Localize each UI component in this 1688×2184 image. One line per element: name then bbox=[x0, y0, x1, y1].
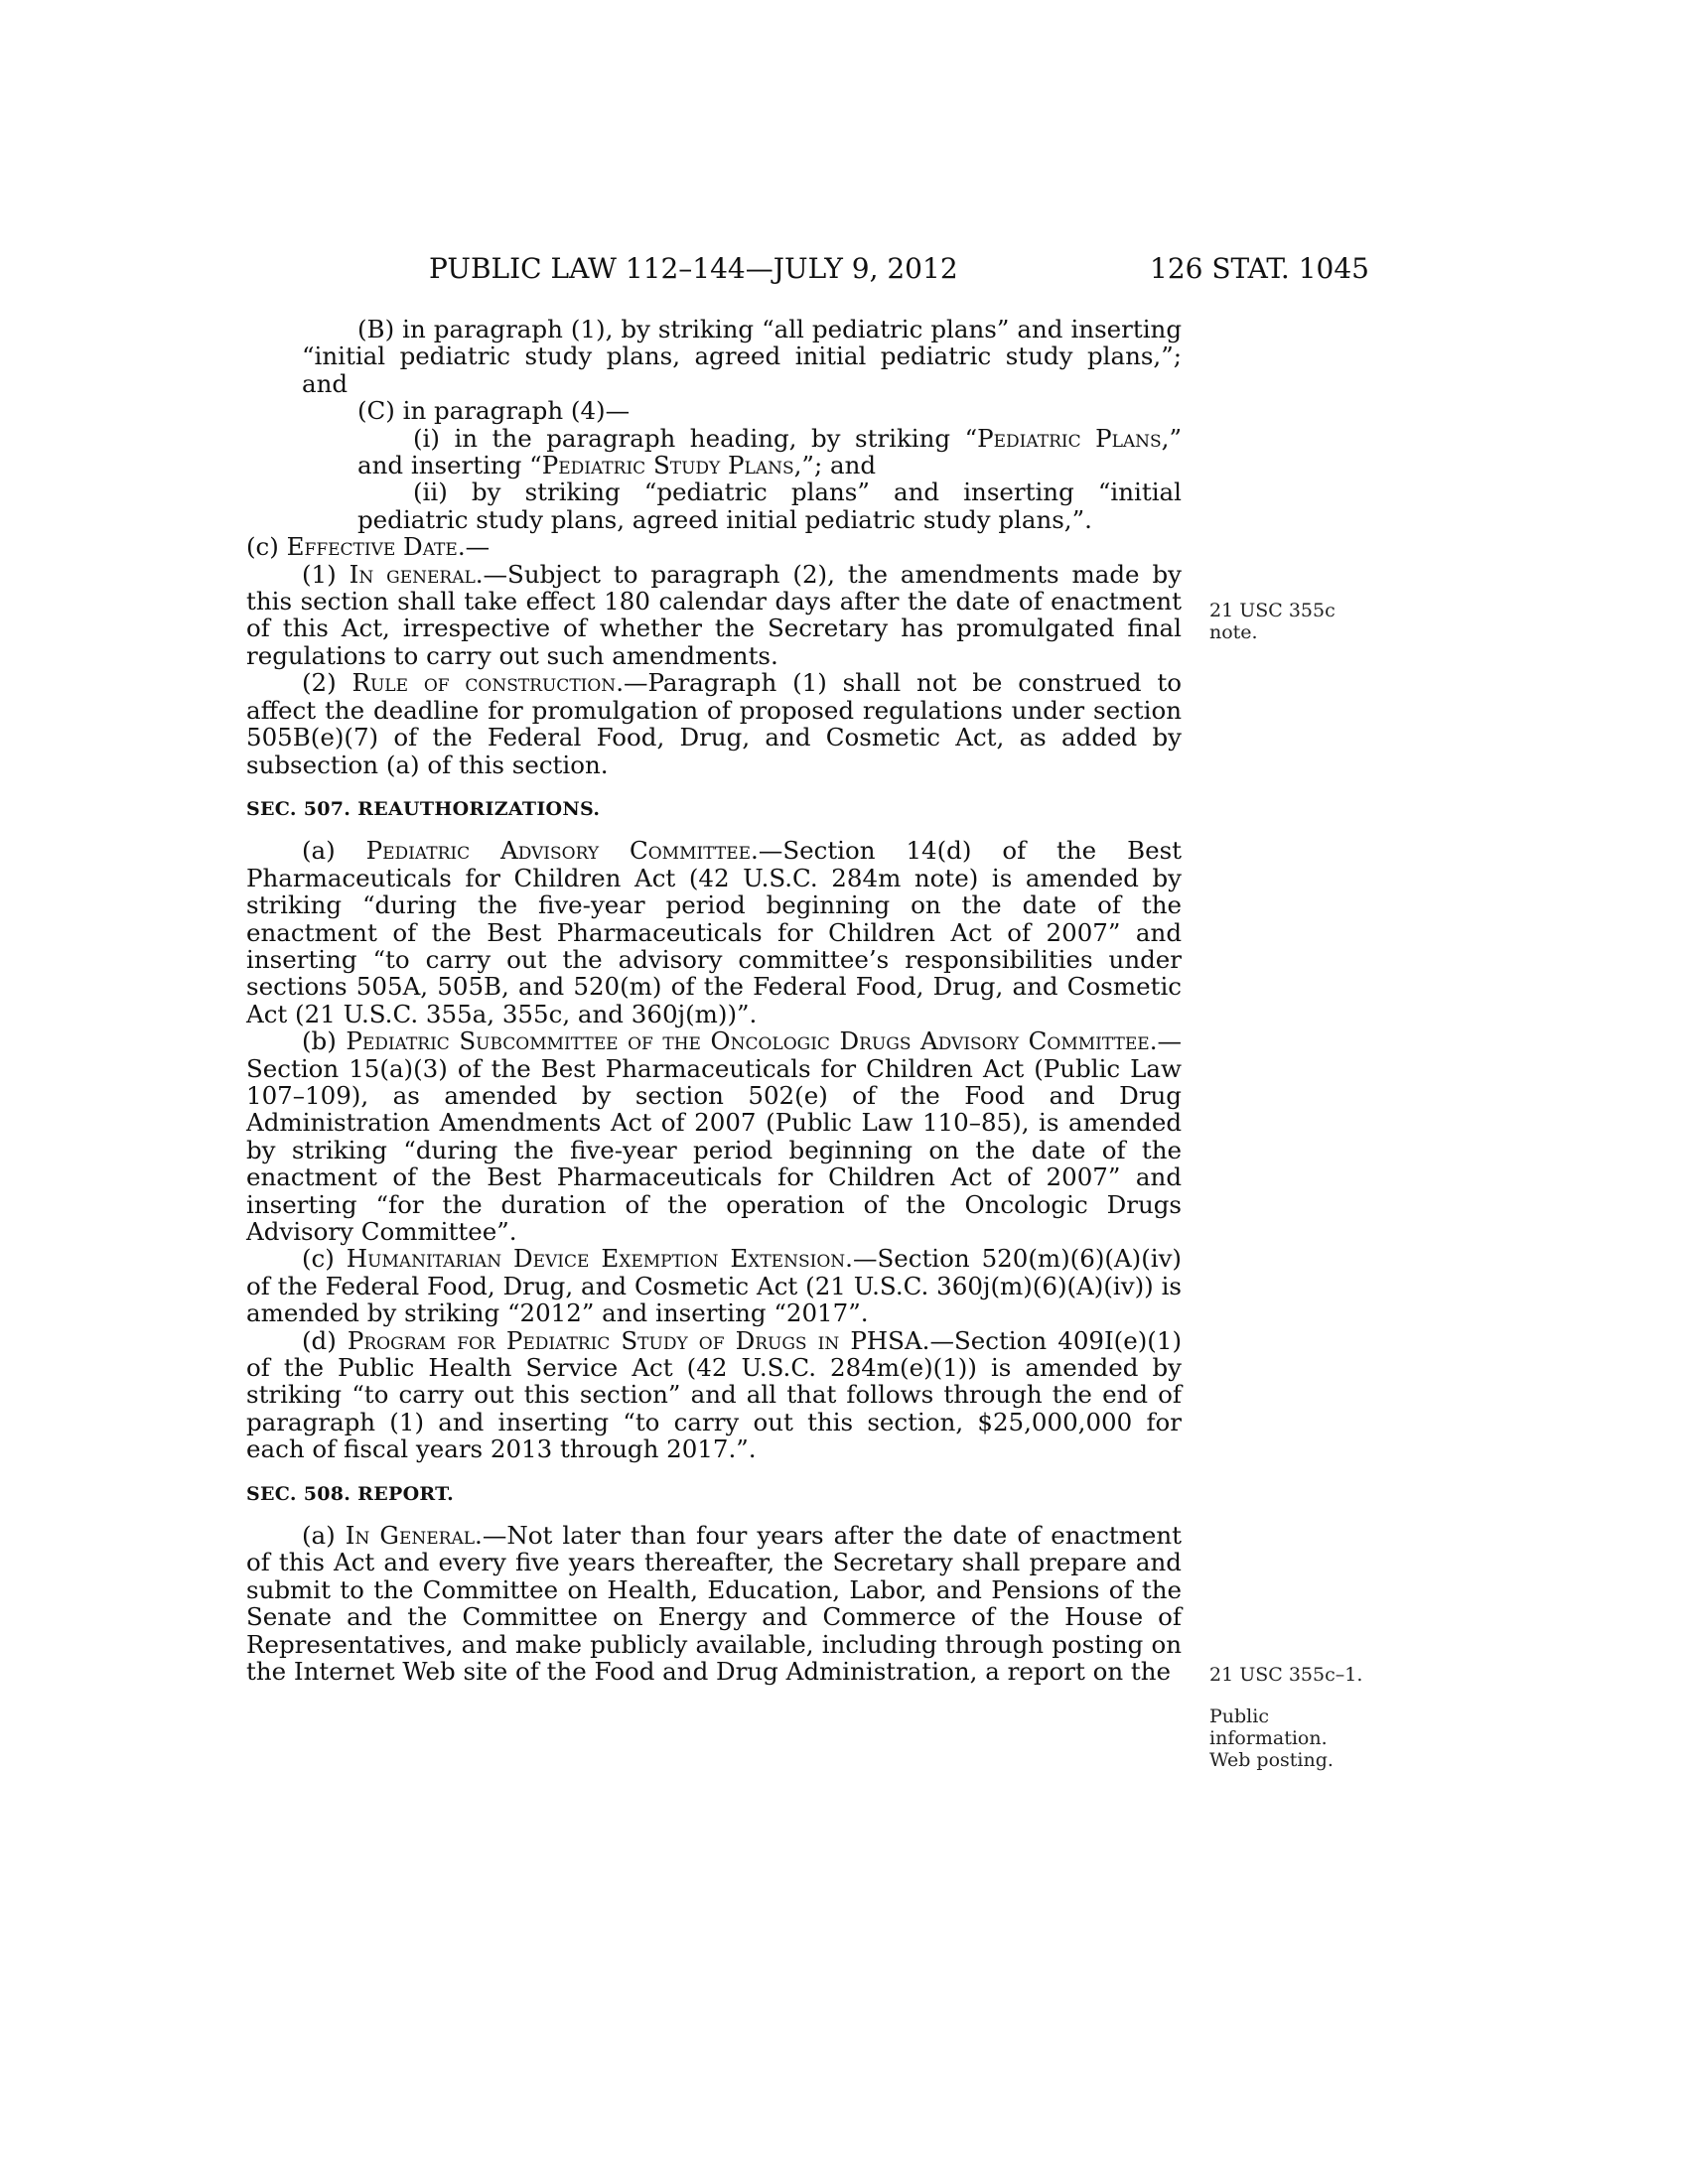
margin-note-line: Web posting. bbox=[1209, 1749, 1334, 1771]
document-body bbox=[246, 315, 1183, 1687]
small-caps-term: Pediatric Plans bbox=[977, 423, 1162, 453]
paragraph-2-rule-of-construction bbox=[246, 669, 1182, 778]
paragraph-label: (2) bbox=[302, 668, 352, 698]
subsection-label: (a) bbox=[302, 1521, 346, 1551]
subsection-text: .—Section 409I(e)(1) of the Public Health Service Act (42 U.S.C. 284m(e)(1)) is amended by striking “to carry out this section” and all that follows through the end of paragraph (1) and inserting “to carry out this section, $25,000,000 for each of fiscal years 2013 through 2017.”. bbox=[246, 1325, 1182, 1464]
margin-note-line: information. bbox=[1209, 1727, 1328, 1749]
subsection-507-c bbox=[246, 1245, 1182, 1326]
clause-c-ii bbox=[302, 478, 1182, 533]
subsection-heading: Humanitarian Device Exemption Extension bbox=[346, 1244, 846, 1274]
paragraph-b-text: (B) in paragraph (1), by striking “all pediatric plans” and inserting “initial pediatric study plans, agreed initial pediatric study plans,”; and bbox=[302, 315, 1182, 398]
running-head-title: PUBLIC LAW 112–144—JULY 9, 2012 bbox=[429, 252, 958, 285]
paragraph-c-text: (C) in paragraph (4)— bbox=[357, 396, 631, 426]
subsection-label: (d) bbox=[302, 1325, 348, 1355]
paragraph-1-in-general bbox=[246, 561, 1182, 670]
subsection-label: (c) bbox=[302, 1244, 347, 1274]
margin-note-usc-355c-1: 21 USC 355c–1. bbox=[1209, 1664, 1363, 1686]
subsection-text: .—Section 520(m)(6)(A)(iv) of the Federal Food, Drug, and Cosmetic Act (21 U.S.C. 360j(m)(6)(A)(iv)) is amended by striking “2012” and inserting “2017”. bbox=[246, 1244, 1182, 1328]
paragraph-label: (1) bbox=[302, 559, 350, 589]
subsection-text: .—Not later than four years after the date of enactment of this Act and every five years thereafter, the Secretary shall prepare and submit to the Committee on Health, Education, Labor, and Pensions of the Senate and the Committee on Energy and Commerce of the House of Representatives, and make publicly available, including through posting on the Internet Web site of the Food and Drug Administration, a report on the bbox=[246, 1521, 1182, 1687]
margin-note-line: 21 USC 355c bbox=[1209, 600, 1336, 621]
subsection-label: (a) bbox=[302, 836, 366, 866]
subsection-507-d bbox=[246, 1327, 1182, 1463]
clause-text: ,”; and bbox=[793, 451, 877, 480]
margin-note-line: note. bbox=[1209, 621, 1258, 643]
section-508-heading: SEC. 508. REPORT. bbox=[246, 1482, 455, 1505]
paragraph-text: .—Subject to paragraph (2), the amendments made by this section shall take effect 180 calendar days after the date of enactment of this Act, irrespective of whether the Secretary has promulgated final regulations to carry out such amendments. bbox=[246, 559, 1182, 670]
small-caps-term: Pediatric Study Plans bbox=[541, 451, 794, 480]
subsection-text: .—Section 15(a)(3) of the Best Pharmaceuticals for Children Act (Public Law 107–109), as amended by section 502(e) of the Food and Drug Administration Amendments Act of 2007 (Public Law 110–85), is amended by striking “during the five-year period beginning on the date of the enactment of the Best Pharmaceuticals for Children Act of 2007” and inserting “for the duration of the operation of the Oncologic Drugs Advisory Committee”. bbox=[246, 1026, 1183, 1246]
page-header bbox=[0, 252, 1688, 292]
subsection-heading: Pediatric Advisory Committee bbox=[365, 836, 752, 866]
subsection-heading: Effective Date bbox=[286, 532, 458, 562]
subsection-dash: .— bbox=[457, 532, 491, 562]
subsection-text: .—Section 14(d) of the Best Pharmaceuticals for Children Act (42 U.S.C. 284m note) is amended by striking “during the five-year period beginning on the date of the enactment of the Best Pharmaceuticals for Children Act of 2007” and inserting “to carry out the advisory committee’s responsibilities under sections 505A, 505B, and 520(m) of the Federal Food, Drug, and Cosmetic Act (21 U.S.C. 355a, 355c, and 360j(m))”. bbox=[246, 836, 1182, 1028]
subsection-c-effective-date bbox=[246, 533, 1182, 560]
subsection-label: (b) bbox=[302, 1026, 347, 1056]
clause-c-ii-text: (ii) by striking “pediatric plans” and inserting “initial pediatric study plans, agreed initial pediatric study plans,”. bbox=[357, 478, 1182, 534]
margin-note-line: Public bbox=[1209, 1706, 1269, 1727]
paragraph-b bbox=[191, 316, 1182, 397]
margin-note-usc-355c bbox=[1209, 600, 1336, 643]
clause-c-i bbox=[302, 425, 1182, 479]
statute-page-number: 126 STAT. 1045 bbox=[1150, 252, 1369, 285]
subsection-508-a bbox=[246, 1522, 1182, 1685]
clause-text: ,” and inserting “ bbox=[357, 423, 1182, 480]
paragraph-text: .—Paragraph (1) shall not be construed to affect the deadline for promulgation of proposed regulations under section 505B(e)(7) of the Federal Food, Drug, and Cosmetic Act, as added by subsection (a) of this section. bbox=[246, 668, 1182, 779]
subsection-507-a bbox=[246, 837, 1182, 1027]
subsection-heading: Pediatric Subcommittee of the Oncologic Drugs Advisory Committee bbox=[346, 1026, 1150, 1056]
subsection-heading: In General bbox=[345, 1521, 476, 1551]
subsection-heading: Program for Pediatric Study of Drugs in PHSA bbox=[347, 1325, 922, 1355]
subsection-label: (c) bbox=[246, 532, 287, 562]
paragraph-c bbox=[302, 397, 1182, 424]
paragraph-heading: Rule of construction bbox=[352, 668, 617, 698]
margin-note-public-information bbox=[1209, 1706, 1334, 1771]
paragraph-heading: In general bbox=[349, 559, 476, 589]
section-507-heading: SEC. 507. REAUTHORIZATIONS. bbox=[246, 797, 601, 820]
clause-text: (i) in the paragraph heading, by striking “ bbox=[413, 423, 978, 453]
subsection-507-b bbox=[246, 1027, 1182, 1245]
